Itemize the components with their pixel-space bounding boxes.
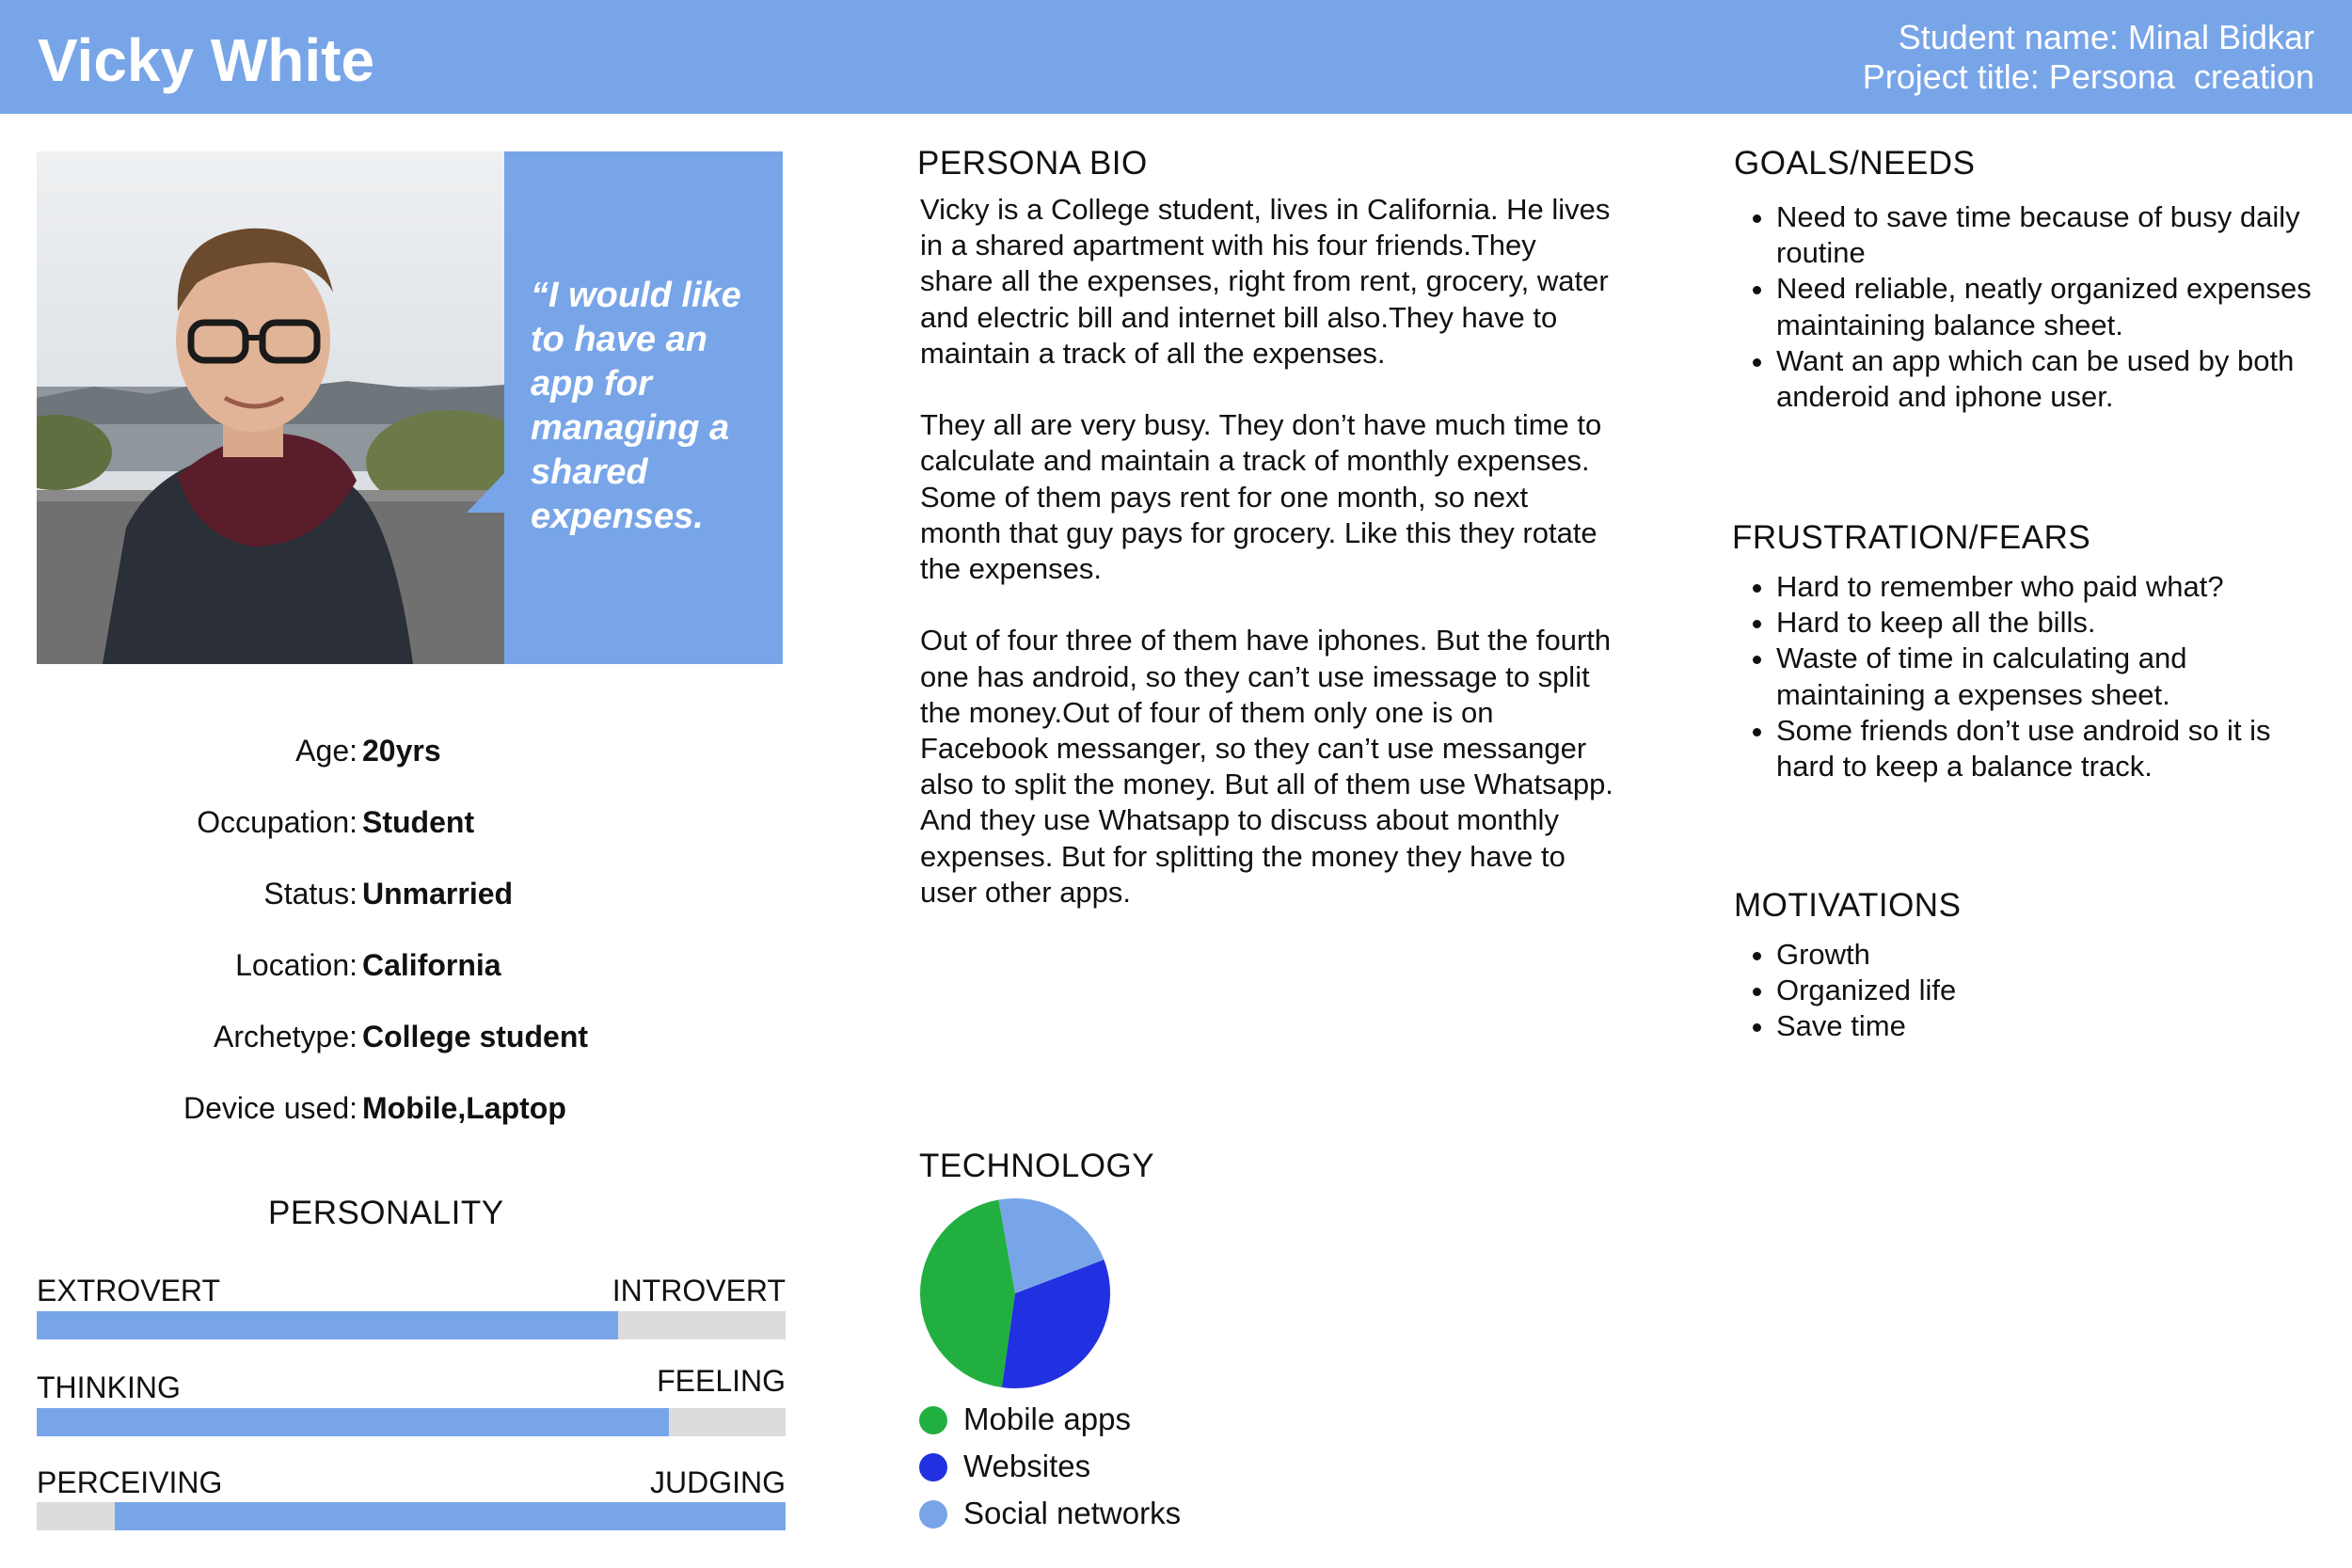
list-item: • Need to save time because of busy daily routine [1776,199,2352,271]
persona-photo [37,151,504,664]
demo-location [94,942,677,989]
student-name: Minal Bidkar [2127,18,2314,56]
trait-bar-track [37,1408,786,1436]
legend-dot-icon [919,1406,947,1434]
list-item: • Hard to keep all the bills. [1776,605,2314,641]
frustrations-title: FRUSTRATION/FEARS [1732,519,2091,556]
goals-list [1731,199,2352,415]
list-item: • Hard to remember who paid what? [1776,569,2314,605]
demo-value: Unmarried [362,877,514,911]
demo-device [94,1085,677,1132]
legend-label: Websites [963,1449,1091,1483]
list-item: • Need reliable, neatly organized expenses maintaining balance sheet. [1776,271,2352,342]
demo-label: Age: [295,734,358,768]
legend-label: Mobile apps [963,1402,1131,1436]
demo-value: California [362,948,501,982]
demo-label: Status: [263,877,358,911]
bio-paragraph: They all are very busy. They don’t have much time to calculate and maintain a track of monthly expenses. Some of them pays rent for one month, so next month that guy pays for grocery. Like this they rotate the expenses. [920,408,1602,586]
motivations-list [1731,937,2314,1045]
list-item: • Want an app which can be used by both anderoid and iphone user. [1776,343,2352,415]
personality-title: PERSONALITY [268,1195,504,1231]
trait-left-label: THINKING [37,1370,181,1404]
demo-value: 20yrs [362,734,441,768]
demo-label: Occupation: [197,805,358,839]
pie-slice-mobile-apps [920,1200,1015,1387]
project-title-label: Project title: [1862,57,2040,96]
technology-pie-chart [919,1197,1111,1389]
list-item: • Some friends don’t use android so it is hard to keep a balance track. [1776,713,2314,784]
persona-quote: “I would like to have an app for managing a shared expenses. [531,276,741,536]
list-item: • Waste of time in calculating and maintaining a expenses sheet. [1776,641,2314,712]
demo-label: Device used: [183,1091,358,1125]
demo-value: Mobile,Laptop [362,1091,566,1125]
persona-name: Vicky White [38,26,375,94]
demo-status [94,870,677,917]
demo-occupation [94,799,677,846]
trait-right-label: JUDGING [650,1465,786,1499]
header-bar [0,0,2352,114]
demo-label: Location: [235,948,358,982]
trait-right-label: FEELING [657,1364,786,1398]
project-title: Persona creation [2048,57,2314,96]
demo-archetype [94,1013,677,1060]
demo-age [94,727,677,774]
list-item: • Growth [1776,937,2314,973]
quote-box [504,151,783,664]
frustrations-list [1731,569,2314,784]
trait-left-label: EXTROVERT [37,1274,220,1307]
trait-bar-fill [37,1408,669,1436]
trait-bar-fill [115,1502,786,1530]
motivations-title: MOTIVATIONS [1734,887,1962,924]
pie-svg [919,1197,1111,1389]
legend-label: Social networks [963,1496,1182,1530]
trait-right-label: INTROVERT [612,1274,786,1307]
bio-title: PERSONA BIO [917,145,1148,182]
legend-dot-icon [919,1453,947,1481]
project-title-row [1863,56,2314,98]
list-item: • Organized life [1776,973,2314,1008]
technology-title: TECHNOLOGY [919,1148,1155,1184]
legend-dot-icon [919,1500,947,1528]
list-item: • Save time [1776,1008,2314,1044]
trait-bar-track [37,1502,786,1530]
demo-value: Student [362,805,475,839]
persona-bio [920,192,1616,946]
student-name-label: Student name: [1898,18,2119,56]
trait-left-label: PERCEIVING [37,1465,223,1499]
demo-label: Archetype: [214,1020,358,1053]
demo-value: College student [362,1020,589,1053]
goals-title: GOALS/NEEDS [1734,145,1976,182]
trait-bar-track [37,1311,786,1339]
speech-tail-icon [467,471,506,513]
bio-paragraph: Out of four three of them have iphones. But the fourth one has android, so they can’t use imessage to split the money.Out of four of them only one is on Facebook messanger, so they can’t use messanger also to split the money. But all of them use Whatsapp. And they use Whatsapp to discuss about monthly expenses. But for splitting the money they have to user other apps. [920,624,1613,909]
bio-paragraph: Vicky is a College student, lives in California. He lives in a shared apartment with his four friends.They share all the expenses, right from rent, grocery, water and electric bill and internet bill also.They have to maintain a track of all the expenses. [920,193,1611,370]
trait-bar-fill [37,1311,618,1339]
student-name-row [1899,17,2314,58]
